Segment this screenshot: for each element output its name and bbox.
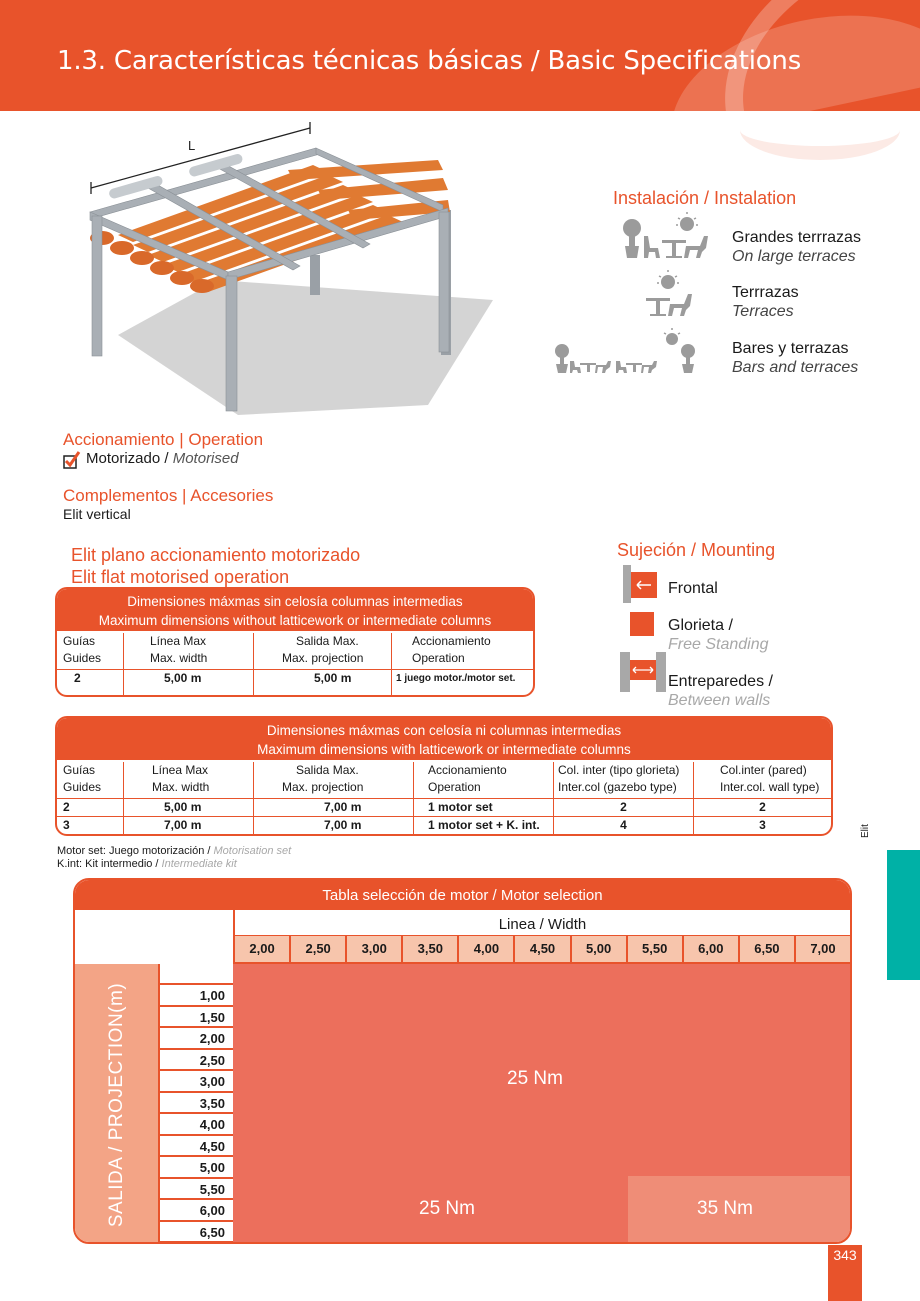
projection-cell: 4,50: [160, 1136, 233, 1158]
width-cell: 5,50: [628, 936, 684, 964]
table-row: [57, 816, 831, 834]
motor-zone-label: 25 Nm: [419, 1198, 475, 1219]
table-column-headers: [57, 760, 831, 798]
install-label-en: Bars and terraces: [732, 359, 859, 376]
install-label-en: Terraces: [732, 303, 794, 320]
section-tab-label: Elit: [860, 824, 871, 838]
note-text: K.int: Kit intermedio /: [57, 858, 162, 870]
table-notes: [57, 845, 291, 871]
mount-label: Glorieta /: [668, 617, 733, 634]
dimensions-table-with-latticework: [55, 716, 833, 836]
table-cell: 3: [759, 818, 766, 832]
table-cell: 1 juego motor./motor set.: [396, 673, 516, 684]
table-cell: 5,00 m: [254, 670, 392, 697]
table-cell: 7,00 m: [254, 817, 414, 834]
accessories-title: Complementos | Accesories: [63, 486, 274, 505]
width-cell: 6,50: [740, 936, 796, 964]
projection-cell: 5,50: [160, 1179, 233, 1201]
column-header: Línea Max: [150, 634, 207, 648]
product-title-es: Elit plano accionamiento motorizado: [71, 545, 361, 565]
projection-cell: 4,00: [160, 1114, 233, 1136]
projection-cell: 6,00: [160, 1200, 233, 1222]
projection-cell: 3,00: [160, 1071, 233, 1093]
page-title: 1.3. Características técnicas básicas / Basic Specifications: [57, 46, 802, 76]
section-tab-elit[interactable]: [887, 850, 920, 980]
table-column-headers: [57, 631, 533, 669]
installation-title: Instalación / Instalation: [613, 188, 797, 208]
install-label: Grandes terrrazas: [732, 229, 861, 246]
table-cell: 1 motor set: [414, 799, 554, 816]
column-header: Guides: [63, 651, 102, 665]
column-header: Salida Max.: [296, 634, 359, 648]
mount-label: Frontal: [668, 580, 718, 597]
column-header: Inter.col (gazebo type): [558, 780, 677, 794]
column-header: Guides: [63, 780, 102, 794]
table-cell: 2: [759, 800, 766, 814]
table-title-en: Maximum dimensions with latticework or intermediate columns: [257, 742, 631, 757]
table-cell: 2: [554, 799, 694, 816]
column-header: Accionamiento: [428, 763, 507, 777]
bar-terrace-icon: [550, 325, 720, 375]
mount-item-between-walls: [668, 672, 773, 710]
install-item-terraces: [732, 283, 799, 321]
width-cell: 2,50: [291, 936, 347, 964]
projection-cell: 5,00: [160, 1157, 233, 1179]
mount-item-frontal: [668, 579, 718, 598]
table-title-en: Maximum dimensions without latticework or intermediate columns: [98, 613, 492, 628]
mount-label-en: Between walls: [668, 692, 771, 709]
operation-value: [86, 450, 239, 467]
frontal-mount-icon: [623, 565, 663, 610]
mount-item-freestanding: [668, 616, 769, 654]
install-label: Terrrazas: [732, 284, 799, 301]
motor-selection-table: [73, 878, 852, 1244]
table-cell: 2: [57, 670, 124, 697]
accessories-value: Elit vertical: [63, 506, 131, 522]
projection-cell: 1,00: [160, 985, 233, 1007]
operation-value-en: Motorised: [172, 450, 239, 467]
between-walls-mount-icon: [620, 652, 666, 697]
motor-zone-25nm: [233, 964, 850, 1242]
width-cell: 5,00: [572, 936, 628, 964]
column-header: Guías: [63, 763, 96, 777]
column-header: Guías: [63, 634, 96, 648]
mounting-title: Sujeción / Mounting: [617, 540, 776, 560]
projection-cell: 1,50: [160, 1007, 233, 1029]
motor-table-title: Tabla selección de motor / Motor selection: [75, 880, 850, 910]
install-item-large-terraces: [732, 228, 861, 266]
column-header: Col. inter (tipo glorieta): [558, 763, 680, 777]
mount-label: Entreparedes /: [668, 673, 773, 690]
column-header: Max. projection: [282, 780, 364, 794]
install-label-en: On large terraces: [732, 248, 856, 265]
table-cell: 1 motor set + K. int.: [414, 817, 554, 834]
width-header-row: [233, 936, 850, 964]
width-cell: 4,00: [459, 936, 515, 964]
projection-axis-label: [75, 964, 160, 1244]
mount-label-en: Free Standing: [668, 636, 769, 653]
table-cell: 2: [57, 799, 124, 816]
table-cell: 3: [57, 817, 124, 834]
column-header: Línea Max: [152, 763, 209, 777]
table-title-es: Dimensiones máxmas con celosía ni columnas intermedias: [266, 723, 622, 738]
operation-title: Accionamiento | Operation: [63, 430, 264, 449]
page-number: 343: [828, 1245, 862, 1301]
projection-cell: 3,50: [160, 1093, 233, 1115]
product-title-en: Elit flat motorised operation: [71, 567, 290, 587]
table-row: [57, 798, 831, 816]
install-label: Bares y terrazas: [732, 340, 849, 357]
note-text-en: Motorisation set: [213, 845, 292, 857]
table-row: [57, 669, 533, 697]
column-header: Max. width: [152, 780, 210, 794]
width-cell: 2,00: [235, 936, 291, 964]
projection-axis-text: SALIDA / PROJECTION(m): [105, 982, 127, 1228]
large-terrace-icon: [620, 210, 720, 260]
width-cell: 3,00: [347, 936, 403, 964]
motor-zone-label: 25 Nm: [507, 1068, 563, 1089]
projection-column: [160, 964, 233, 1244]
operation-value-es: Motorizado: [86, 450, 161, 467]
projection-cell: 6,50: [160, 1222, 233, 1244]
note-text: Motor set: Juego motorización /: [57, 845, 214, 857]
projection-cell-blank: [160, 964, 233, 985]
width-cell: 6,00: [684, 936, 740, 964]
projection-cell: 2,50: [160, 1050, 233, 1072]
install-item-bars-terraces: [732, 339, 858, 377]
freestanding-mount-icon: [630, 612, 654, 636]
separator: /: [160, 450, 173, 467]
table-header: [57, 589, 533, 631]
terrace-icon: [640, 268, 720, 318]
column-header: Col.inter (pared): [720, 763, 807, 777]
column-header: Inter.col. wall type): [720, 780, 820, 794]
projection-cell: 2,00: [160, 1028, 233, 1050]
table-cell: 5,00 m: [124, 670, 254, 697]
column-header: Max. width: [150, 651, 208, 665]
table-cell: 4: [554, 817, 694, 834]
dimensions-table-without-latticework: [55, 587, 535, 697]
pergola-illustration: [88, 120, 518, 420]
width-cell: 4,50: [515, 936, 571, 964]
header-swirl-decoration: [740, 100, 900, 160]
table-cell: 5,00 m: [124, 799, 254, 816]
width-axis-label: Linea / Width: [233, 910, 850, 936]
column-header: Max. projection: [282, 651, 364, 665]
column-header: Operation: [412, 651, 465, 665]
width-cell: 3,50: [403, 936, 459, 964]
column-header: Salida Max.: [296, 763, 359, 777]
checkbox-checked-icon: [63, 451, 81, 474]
motor-zone-label: 35 Nm: [697, 1198, 753, 1219]
table-title-es: Dimensiones máxmas sin celosía columnas intermedias: [127, 594, 463, 609]
table-cell: 7,00 m: [124, 817, 254, 834]
column-header: Operation: [428, 780, 481, 794]
dimension-label: L: [188, 138, 196, 153]
table-cell: 7,00 m: [254, 799, 414, 816]
table-header: [57, 718, 831, 760]
column-header: Accionamiento: [412, 634, 491, 648]
width-cell: 7,00: [796, 936, 850, 964]
page-header: [0, 0, 920, 111]
note-text-en: Intermediate kit: [161, 858, 237, 870]
